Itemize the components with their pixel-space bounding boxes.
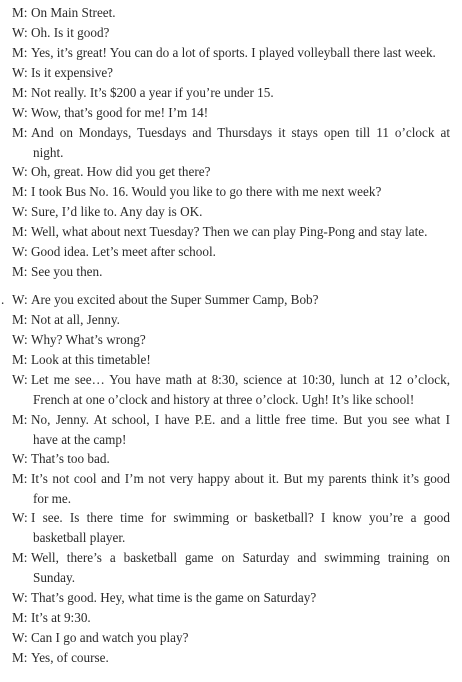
speaker-label: M: [12, 650, 28, 665]
dialogue-text: Not at all, Jenny. [31, 312, 120, 327]
dialogue-line [0, 548, 462, 568]
dialogue-line-continuation [0, 568, 462, 588]
dialogue-line [0, 310, 462, 330]
dialogue-line [0, 330, 462, 350]
speaker-label: W: [12, 630, 28, 645]
dialogue-line [0, 182, 462, 202]
speaker-label: M: [12, 352, 28, 367]
dialogue-text: On Main Street. [31, 5, 116, 20]
dialogue-line-continuation [0, 143, 462, 163]
dialogue-line [0, 449, 462, 469]
speaker-label: M: [12, 312, 28, 327]
speaker-label: M: [12, 45, 28, 60]
speaker-label: W: [12, 292, 28, 307]
dialogue-text: Well, what about next Tuesday? Then we can play Ping-Pong and stay late. [31, 224, 428, 239]
speaker-label: W: [12, 164, 28, 179]
dialogue-line [0, 648, 462, 668]
dialogue-line-continuation [0, 528, 462, 548]
speaker-label: W: [12, 451, 28, 466]
dialogue-text: I see. Is there time for swimming or basketball? I know you’re a good [31, 510, 450, 525]
dialogue-line [0, 123, 462, 143]
speaker-label: M: [12, 412, 28, 427]
speaker-label: W: [12, 332, 28, 347]
dialogue-text: Let me see… You have math at 8:30, science at 10:30, lunch at 12 o’clock, [31, 372, 450, 387]
dialogue-text: basketball player. [33, 530, 126, 545]
dialogue-line [0, 588, 462, 608]
dialogue-text: I took Bus No. 16. Would you like to go there with me next week? [31, 184, 382, 199]
dialogue-text: night. [33, 145, 64, 160]
dialogue-text: It’s at 9:30. [31, 610, 91, 625]
dialogue-text: Is it expensive? [31, 65, 114, 80]
speaker-label: W: [12, 372, 28, 387]
dialogue-line-continuation [0, 489, 462, 509]
dialogue-text: That’s too bad. [31, 451, 110, 466]
speaker-label: W: [12, 510, 28, 525]
dialogue-text: It’s not cool and I’m not very happy about it. But my parents think it’s good [31, 471, 450, 486]
dialogue-line [0, 162, 462, 182]
dialogue-line [0, 290, 462, 310]
dialogue-text: And on Mondays, Tuesdays and Thursdays it stays open till 11 o’clock at [31, 125, 450, 140]
speaker-label: M: [12, 550, 28, 565]
speaker-label: M: [12, 125, 28, 140]
dialogue-text: See you then. [31, 264, 103, 279]
speaker-label: W: [12, 105, 28, 120]
dialogue-line [0, 83, 462, 103]
dialogue-text: Oh. Is it good? [31, 25, 110, 40]
dialogue-text: Sure, I’d like to. Any day is OK. [31, 204, 203, 219]
dialogue-text: Yes, of course. [31, 650, 109, 665]
speaker-label: M: [12, 610, 28, 625]
dialogue-line [0, 3, 462, 23]
speaker-label: W: [12, 25, 28, 40]
dialogue-line [0, 410, 462, 430]
speaker-label: W: [12, 65, 28, 80]
dialogue-line [0, 222, 462, 242]
speaker-label: M: [12, 264, 28, 279]
speaker-label: W: [12, 590, 28, 605]
speaker-label: M: [12, 5, 28, 20]
dialogue-line [0, 370, 462, 390]
dialogue-line [0, 628, 462, 648]
dialogue-text: Are you excited about the Super Summer Camp, Bob? [31, 292, 319, 307]
dialogue-text: Well, there’s a basketball game on Saturday and swimming training on [31, 550, 450, 565]
dialogue-line [0, 262, 462, 282]
dialogue-text: Oh, great. How did you get there? [31, 164, 211, 179]
dialogue-line [0, 63, 462, 83]
dialogue-line [0, 469, 462, 489]
dialogue-line [0, 103, 462, 123]
dialogue-text: for me. [33, 491, 72, 506]
dialogue-line [0, 202, 462, 222]
speaker-label: M: [12, 471, 28, 486]
dialogue-line-continuation [0, 390, 462, 410]
dialogue-text: Why? What’s wrong? [31, 332, 146, 347]
dialogue-line [0, 608, 462, 628]
speaker-label: M: [12, 184, 28, 199]
dialogue-text: Wow, that’s good for me! I’m 14! [31, 105, 209, 120]
speaker-label: M: [12, 224, 28, 239]
dialogue-text: have at the camp! [33, 432, 127, 447]
dialogue-text: Can I go and watch you play? [31, 630, 189, 645]
dialogue-text: Sunday. [33, 570, 76, 585]
dialogue-line [0, 242, 462, 262]
dialogue-text: Good idea. Let’s meet after school. [31, 244, 216, 259]
speaker-label: W: [12, 204, 28, 219]
dialogue-text: French at one o’clock and history at three o’clock. Ugh! It’s like school! [33, 392, 415, 407]
dialogue-text: Look at this timetable! [31, 352, 151, 367]
dialogue-text: Yes, it’s great! You can do a lot of sports. I played volleyball there last week. [31, 45, 436, 60]
dialogue-text: Not really. It’s $200 a year if you’re under 15. [31, 85, 274, 100]
dialogue-line [0, 23, 462, 43]
dialogue-text: No, Jenny. At school, I have P.E. and a little free time. But you see what I [31, 412, 450, 427]
dialogue-line [0, 350, 462, 370]
dialogue-line-continuation [0, 430, 462, 450]
speaker-label: W: [12, 244, 28, 259]
dialogue-text: That’s good. Hey, what time is the game on Saturday? [31, 590, 317, 605]
dialogue-line [0, 508, 462, 528]
speaker-label: M: [12, 85, 28, 100]
dialogue-line [0, 43, 462, 63]
section-marker: . [1, 292, 5, 307]
